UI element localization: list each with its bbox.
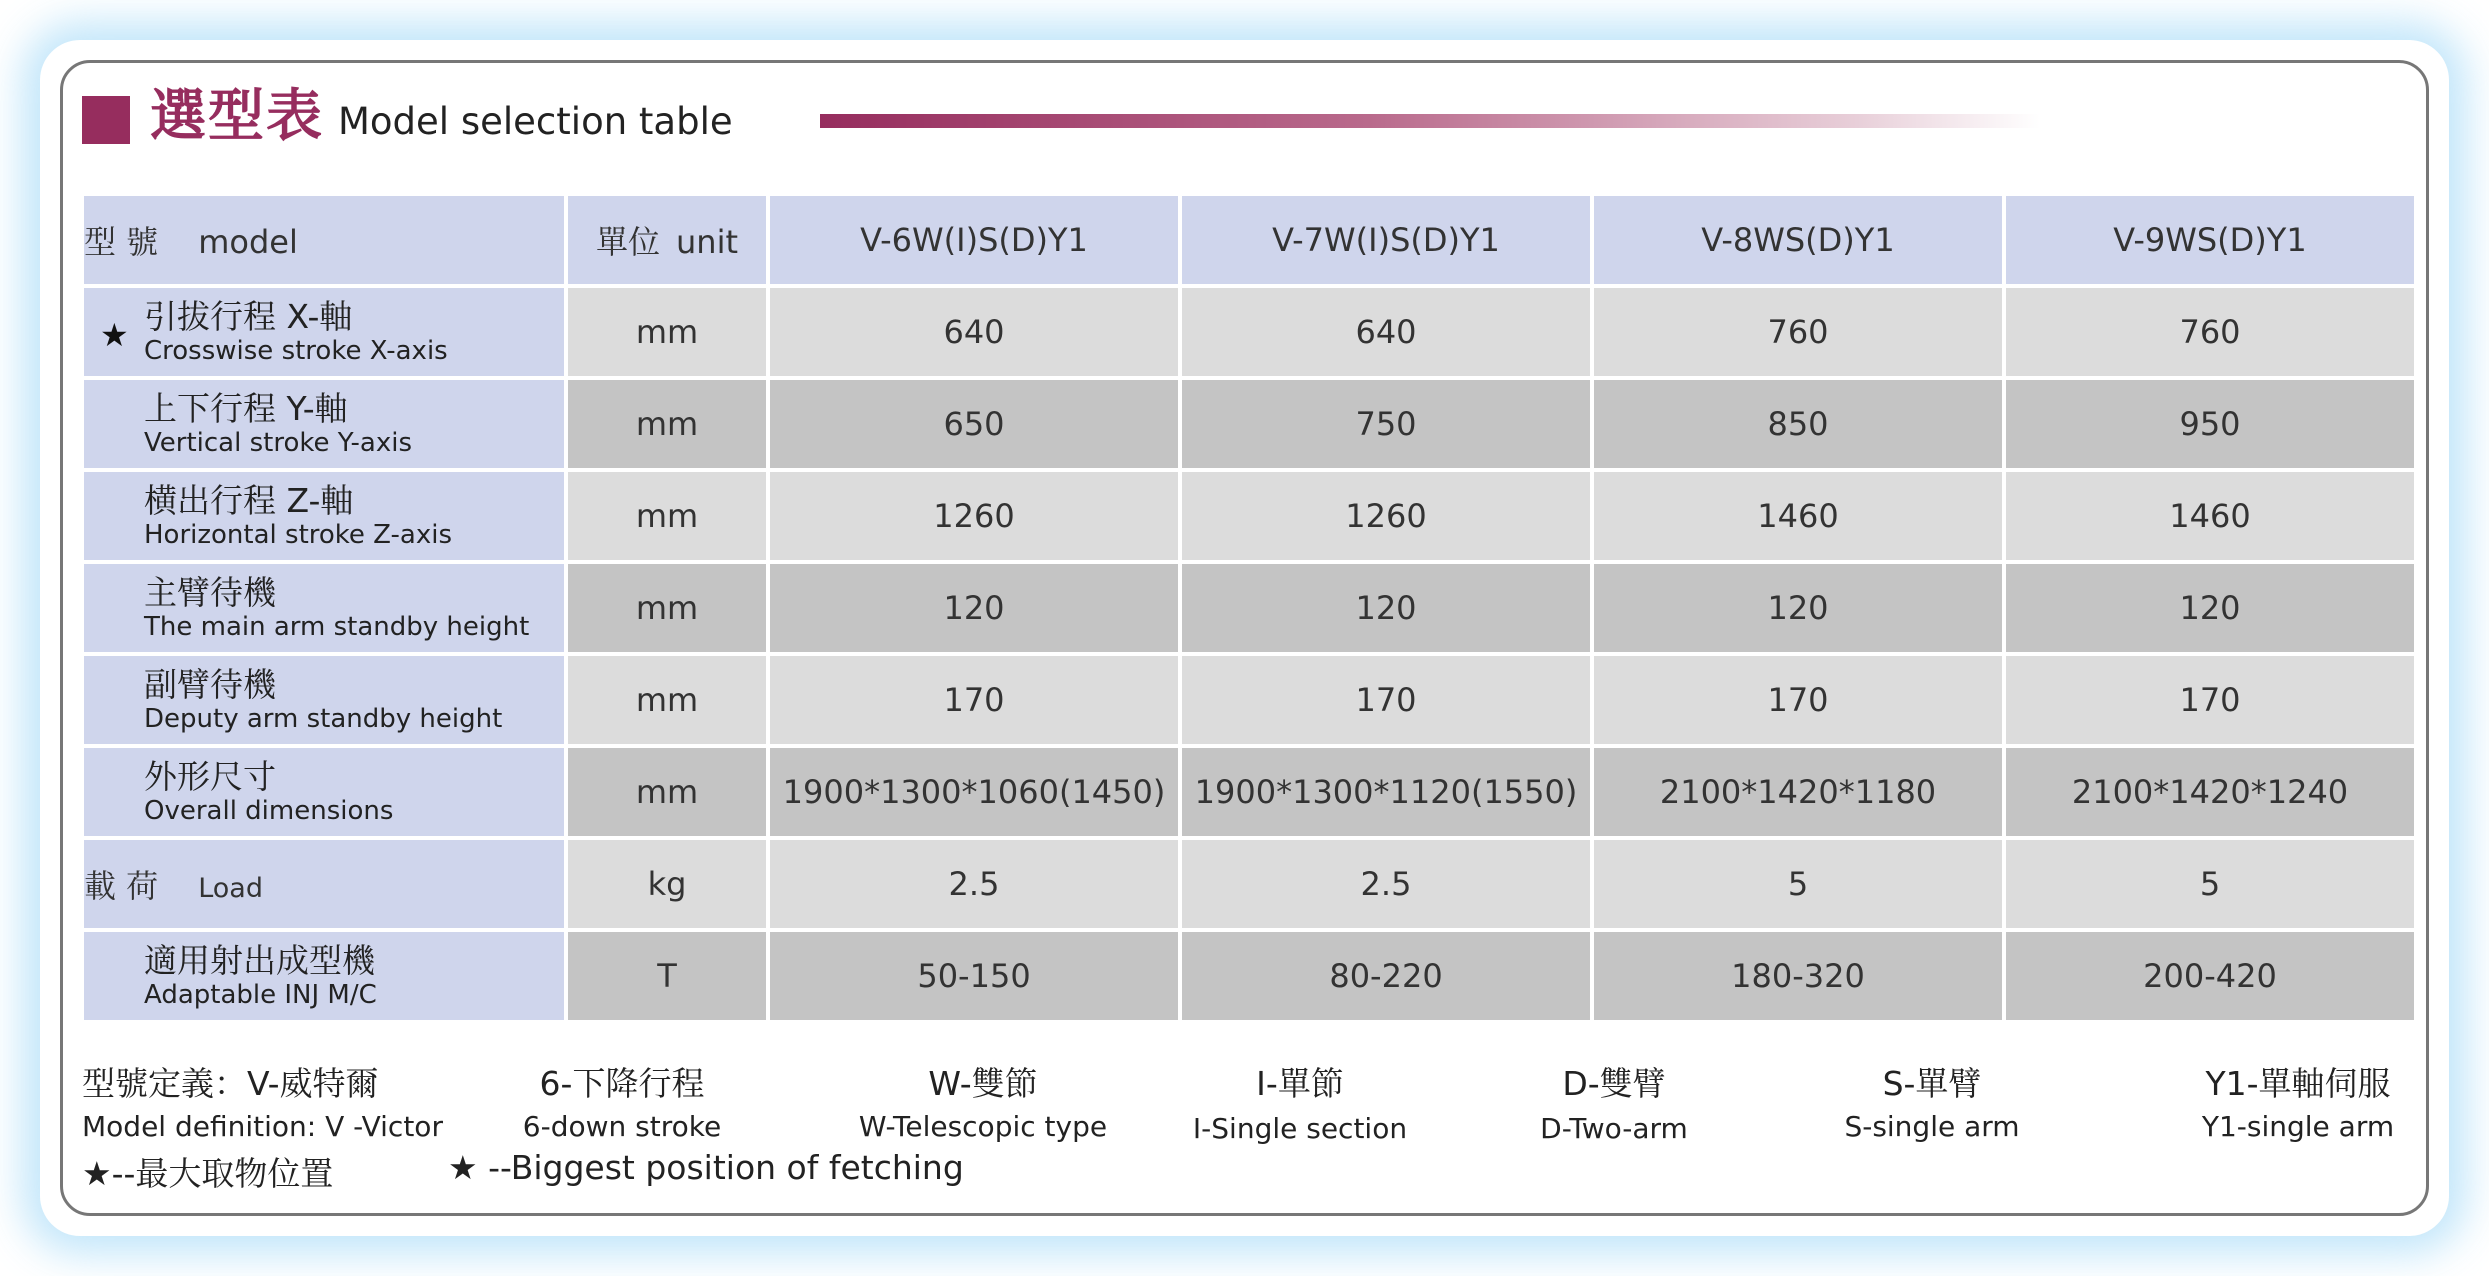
legend-item-cn: W-雙節 — [928, 1064, 1038, 1103]
legend-item-en: S-single arm — [1844, 1110, 2020, 1143]
row-unit: mm — [568, 380, 766, 468]
cell-value: 2.5 — [1182, 840, 1590, 928]
cell-value: 80-220 — [1182, 932, 1590, 1020]
row-unit: mm — [568, 748, 766, 836]
row-label-cn: 副臂待機 — [144, 665, 276, 704]
legend-item-en: 6-down stroke — [522, 1110, 722, 1143]
cell-value: 1460 — [1594, 472, 2002, 560]
cell-value: 170 — [2006, 656, 2414, 744]
header-model-3: V-8WS(D)Y1 — [1594, 196, 2002, 284]
title-english: Model selection table — [338, 100, 733, 143]
legend-item-cn: S-單臂 — [1882, 1064, 1982, 1103]
legend-star-en: ★ --Biggest position of fetching — [448, 1148, 964, 1187]
cell-value: 650 — [770, 380, 1178, 468]
row-unit: mm — [568, 656, 766, 744]
row-label — [84, 288, 564, 376]
cell-value: 170 — [1594, 656, 2002, 744]
cell-value: 750 — [1182, 380, 1590, 468]
header-model-1: V-6W(I)S(D)Y1 — [770, 196, 1178, 284]
legend-star-cn: ★--最大取物位置 — [82, 1154, 334, 1193]
legend-item-cn: D-雙臂 — [1562, 1064, 1666, 1103]
cell-value: 2100*1420*1180 — [1594, 748, 2002, 836]
title-marker — [82, 96, 130, 144]
row-label-cn: 主臂待機 — [144, 573, 276, 612]
table-row-load — [84, 840, 2414, 928]
table-row-deputy-arm — [84, 656, 2414, 744]
cell-value: 180-320 — [1594, 932, 2002, 1020]
legend-item-cn: 6-下降行程 — [539, 1064, 705, 1103]
cell-value: 2.5 — [770, 840, 1178, 928]
row-label-en: Deputy arm standby height — [144, 704, 503, 734]
header-unit-cn: 單位 — [595, 223, 660, 261]
cell-value: 760 — [1594, 288, 2002, 376]
row-unit: kg — [568, 840, 766, 928]
row-unit: mm — [568, 288, 766, 376]
row-label-cn: 載 荷 — [84, 867, 159, 905]
cell-value: 170 — [1182, 656, 1590, 744]
row-label-en: Load — [198, 873, 263, 904]
cell-value: 2100*1420*1240 — [2006, 748, 2414, 836]
table-row-inj-machine — [84, 932, 2414, 1020]
cell-value: 120 — [770, 564, 1178, 652]
row-label-en: Adaptable INJ M/C — [144, 980, 377, 1010]
cell-value: 120 — [1182, 564, 1590, 652]
legend-item-en: Y1-single arm — [2201, 1110, 2395, 1143]
row-label-cn: 外形尺寸 — [144, 757, 276, 796]
row-unit: mm — [568, 472, 766, 560]
cell-value: 120 — [1594, 564, 2002, 652]
cell-value: 640 — [1182, 288, 1590, 376]
cell-value: 1260 — [770, 472, 1178, 560]
cell-value: 950 — [2006, 380, 2414, 468]
legend-item-cn: I-單節 — [1256, 1064, 1344, 1103]
row-label — [84, 472, 564, 560]
legend-definition-cn: 型號定義：V-威特爾 — [82, 1064, 379, 1103]
row-label-en: The main arm standby height — [144, 612, 530, 642]
title-chinese: 選型表 — [150, 84, 324, 149]
table-row-y-stroke — [84, 380, 2414, 468]
cell-value: 760 — [2006, 288, 2414, 376]
cell-value: 120 — [2006, 564, 2414, 652]
header-model-2: V-7W(I)S(D)Y1 — [1182, 196, 1590, 284]
cell-value: 50-150 — [770, 932, 1178, 1020]
header-unit-label — [568, 196, 766, 284]
cell-value: 5 — [2006, 840, 2414, 928]
legend-item-en: D-Two-arm — [1540, 1112, 1688, 1145]
table-header-row — [84, 196, 2414, 284]
row-label — [84, 748, 564, 836]
cell-value: 1900*1300*1060(1450) — [770, 748, 1178, 836]
header-model-en: model — [198, 223, 298, 261]
cell-value: 1900*1300*1120(1550) — [1182, 748, 1590, 836]
table-row-main-arm — [84, 564, 2414, 652]
legend-item-cn: Y1-單軸伺服 — [2205, 1064, 2391, 1103]
row-label — [84, 656, 564, 744]
row-label — [84, 932, 564, 1020]
header-model-cn: 型 號 — [84, 223, 159, 261]
table-row-dimensions — [84, 748, 2414, 836]
row-label — [84, 380, 564, 468]
header-model-label — [84, 196, 564, 284]
cell-value: 200-420 — [2006, 932, 2414, 1020]
cell-value: 5 — [1594, 840, 2002, 928]
header-unit-en: unit — [676, 223, 738, 261]
row-label-en: Horizontal stroke Z-axis — [144, 520, 453, 550]
cell-value: 170 — [770, 656, 1178, 744]
row-label-en: Vertical stroke Y-axis — [144, 428, 413, 458]
row-label-en: Crosswise stroke X-axis — [144, 336, 448, 366]
row-unit: mm — [568, 564, 766, 652]
cell-value: 1260 — [1182, 472, 1590, 560]
model-selection-table — [80, 192, 2418, 1024]
row-label-cn: 横出行程 Z-軸 — [144, 481, 354, 520]
row-label-cn: 引拔行程 X-軸 — [144, 297, 353, 336]
row-label — [84, 564, 564, 652]
row-label-en: Overall dimensions — [144, 796, 394, 826]
row-label — [84, 840, 564, 928]
row-label-cn: 上下行程 Y-軸 — [144, 389, 348, 428]
title-gradient-bar — [820, 114, 2040, 128]
cell-value: 640 — [770, 288, 1178, 376]
row-unit: T — [568, 932, 766, 1020]
star-icon: ★ — [100, 316, 129, 354]
cell-value: 1460 — [2006, 472, 2414, 560]
header-model-4: V-9WS(D)Y1 — [2006, 196, 2414, 284]
legend-item-en: W-Telescopic type — [858, 1110, 1108, 1143]
table-row-x-stroke — [84, 288, 2414, 376]
row-label-cn: 適用射出成型機 — [144, 941, 375, 980]
legend-definition-en: Model definition: V -Victor — [82, 1110, 443, 1143]
legend-item-en: I-Single section — [1192, 1112, 1408, 1145]
table-row-z-stroke — [84, 472, 2414, 560]
cell-value: 850 — [1594, 380, 2002, 468]
